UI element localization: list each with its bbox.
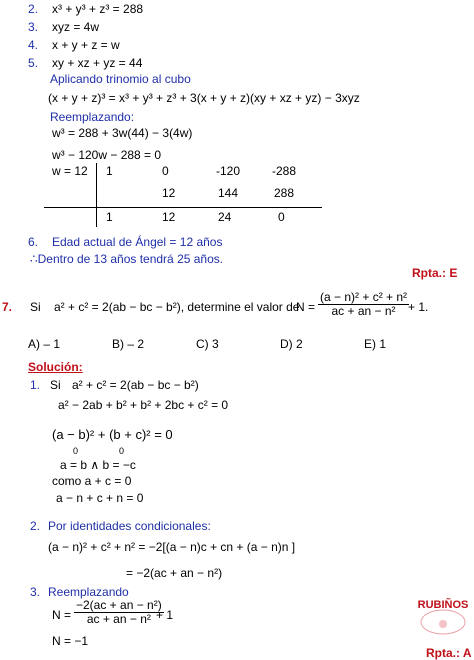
problem-fraction [318, 291, 409, 318]
solution-step-2-number: 2. [30, 519, 41, 533]
solution-step-1-result: a = b ∧ b = −c [60, 458, 136, 472]
ruffini-r1-c1: 1 [106, 164, 113, 178]
ruffini-r3-c4: 0 [278, 210, 285, 224]
ruffini-root: w = 12 [52, 164, 88, 178]
solution-step-1-expansion: a² − 2ab + b² + b² + 2bc + c² = 0 [58, 398, 229, 412]
step-6-number: 6. [28, 235, 39, 249]
ruffini-horizontal-line [44, 207, 322, 208]
rubinos-logo [414, 590, 472, 640]
option-c: C) 3 [196, 337, 219, 351]
ruffini-r2-c4: 288 [274, 186, 295, 200]
solution-step-1-condition: a² + c² = 2(ab − bc − b²) [72, 378, 199, 392]
solution-step-2-label: Por identidades condicionales: [48, 519, 211, 533]
solution-zero-under-a-b: 0 [73, 446, 79, 456]
solution-title: Solución: [28, 360, 83, 374]
conclusion-therefore: ∴Dentro de 13 años tendrá 25 años. [30, 252, 224, 266]
step-3-equation: xyz = 4w [52, 20, 100, 34]
problem-fraction-numerator: (a − n)² + c² + n² [320, 290, 408, 304]
step-2-number: 2. [28, 2, 39, 16]
step-5-number: 5. [28, 56, 39, 70]
solution-zero-under-b-c: 0 [119, 446, 125, 456]
solution-step-3-plus-one: + 1 [156, 608, 174, 622]
problem-condition: a² + c² = 2(ab − bc − b²), determine el valor de [54, 300, 300, 314]
solution-step-2-equation-2: = −2(ac + an − n²) [126, 566, 223, 580]
ruffini-r2-c3: 144 [218, 186, 239, 200]
solution-step-3-number: 3. [30, 585, 41, 599]
trinomio-label: Aplicando trinomio al cubo [50, 72, 191, 86]
answer-e: Rpta.: E [412, 266, 458, 280]
step-4-number: 4. [28, 38, 39, 52]
equation-w1: w³ = 288 + 3w(44) − 3(4w) [52, 126, 193, 140]
ruffini-r1-c3: -120 [216, 164, 241, 178]
problem-number: 7. [2, 300, 13, 314]
solution-como: como a + c = 0 [52, 474, 132, 488]
ruffini-r3-c1: 1 [106, 210, 113, 224]
option-e: E) 1 [364, 337, 387, 351]
ruffini-r1-c2: 0 [162, 164, 169, 178]
problem-si: Si [30, 300, 41, 314]
ruffini-vertical-line [96, 163, 97, 227]
ruffini-r2-c2: 12 [162, 186, 176, 200]
answer-a: Rpta.: A [426, 646, 472, 660]
equation-w2: w³ − 120w − 288 = 0 [52, 148, 162, 162]
solution-step-1-si: Si [50, 378, 61, 392]
ruffini-r3-c2: 12 [162, 210, 176, 224]
solution-step-3-numerator: −2(ac + an − n²) [76, 598, 162, 612]
solution-step-1-squares: (a − b)² + (b + c)² = 0 [52, 427, 173, 442]
solution-step-2-equation-1: (a − n)² + c² + n² = −2[(a − n)c + cn + (a − n)n ] [48, 540, 296, 554]
step-5-equation: xy + xz + yz = 44 [52, 56, 143, 70]
solution-step-1-number: 1. [30, 378, 41, 392]
ruffini-r3-c3: 24 [218, 210, 232, 224]
solution-step-3-denominator: ac + an − n² [86, 612, 151, 626]
rubinos-logo-text: RUBIÑOS [417, 599, 469, 611]
solution-step-3-label: Reemplazando [48, 585, 129, 599]
solution-final-result: N = −1 [52, 634, 89, 648]
problem-n-label: N = [296, 300, 316, 314]
reemplazando-label: Reemplazando: [50, 110, 135, 124]
problem-plus-one: + 1. [408, 300, 429, 314]
step-3-number: 3. [28, 20, 39, 34]
option-a: A) – 1 [28, 337, 61, 351]
solution-step-3-fraction [74, 599, 164, 626]
step-2-equation: x³ + y³ + z³ = 288 [52, 2, 144, 16]
ruffini-r1-c4: -288 [272, 164, 297, 178]
step-4-equation: x + y + z = w [52, 38, 120, 52]
rubinos-logo-graphic [414, 590, 472, 640]
step-6-text: Edad actual de Ángel = 12 años [52, 235, 223, 249]
option-b: B) – 2 [112, 337, 145, 351]
option-d: D) 2 [280, 337, 303, 351]
solution-step-1-result-2: a − n + c + n = 0 [56, 491, 144, 505]
trinomio-equation: (x + y + z)³ = x³ + y³ + z³ + 3(x + y + z)(xy + xz + yz) − 3xyz [48, 91, 360, 105]
problem-fraction-denominator: ac + an − n² [331, 304, 396, 318]
solution-step-3-n-label: N = [52, 608, 72, 622]
